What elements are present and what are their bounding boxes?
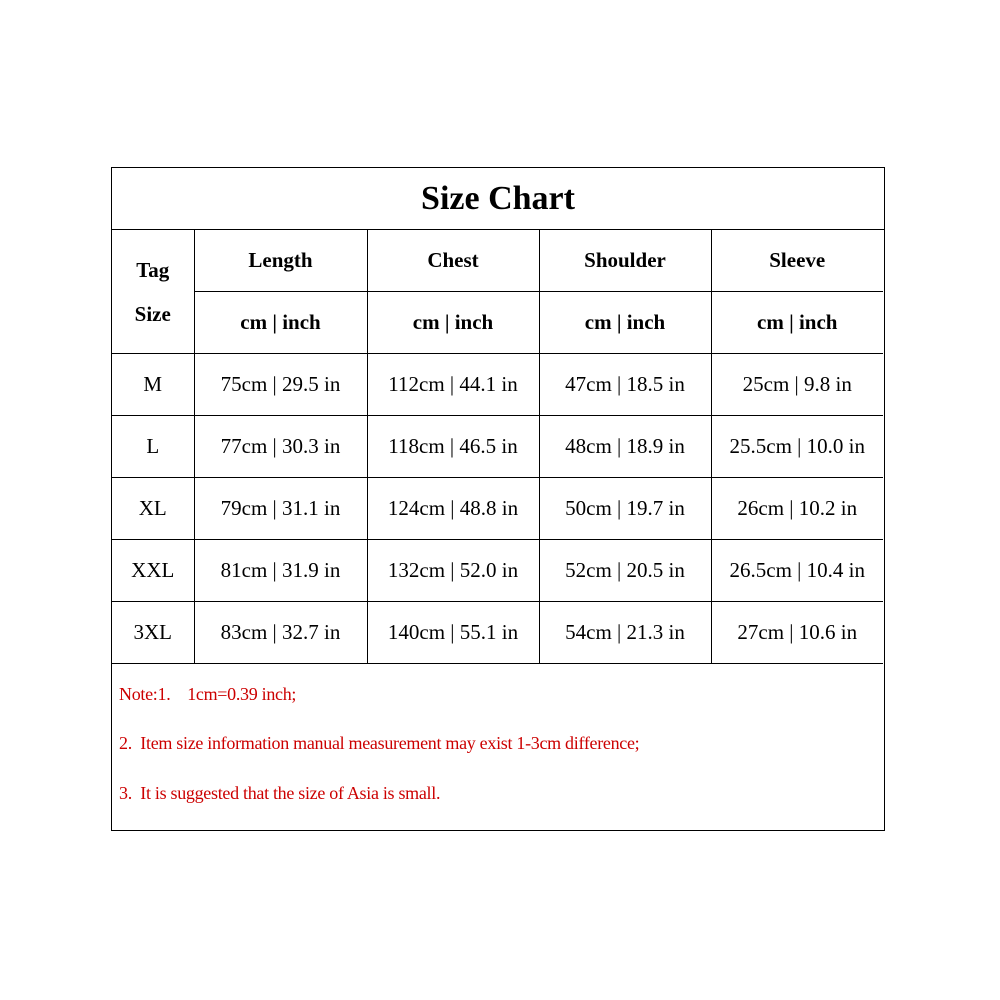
shoulder-cell: 54cm | 21.3 in [539, 602, 711, 664]
note-3: 3. It is suggested that the size of Asia is small. [119, 783, 441, 803]
size-table [112, 230, 883, 664]
sleeve-cell: 27cm | 10.6 in [711, 602, 883, 664]
unit-header-length: cm | inch [194, 292, 367, 354]
size-cell: XL [112, 478, 194, 540]
table-row [112, 478, 883, 540]
size-chart [111, 167, 885, 831]
chest-cell: 140cm | 55.1 in [367, 602, 539, 664]
column-header-sleeve: Sleeve [711, 230, 883, 292]
table-row [112, 540, 883, 602]
table-row [112, 602, 883, 664]
sleeve-cell: 25cm | 9.8 in [711, 354, 883, 416]
size-cell: 3XL [112, 602, 194, 664]
shoulder-cell: 52cm | 20.5 in [539, 540, 711, 602]
chart-title: Size Chart [112, 168, 884, 230]
note-1: Note:1. 1cm=0.39 inch; [119, 684, 297, 704]
column-header-chest: Chest [367, 230, 539, 292]
shoulder-cell: 48cm | 18.9 in [539, 416, 711, 478]
shoulder-cell: 47cm | 18.5 in [539, 354, 711, 416]
length-cell: 83cm | 32.7 in [194, 602, 367, 664]
size-cell: XXL [112, 540, 194, 602]
note-2: 2. Item size information manual measurement may exist 1-3cm difference; [119, 733, 640, 753]
chest-cell: 124cm | 48.8 in [367, 478, 539, 540]
header-row [112, 230, 883, 292]
tag-size-header [112, 230, 194, 354]
length-cell: 79cm | 31.1 in [194, 478, 367, 540]
chest-cell: 132cm | 52.0 in [367, 540, 539, 602]
chest-cell: 118cm | 46.5 in [367, 416, 539, 478]
column-header-shoulder: Shoulder [539, 230, 711, 292]
table-row [112, 354, 883, 416]
shoulder-cell: 50cm | 19.7 in [539, 478, 711, 540]
sleeve-cell: 26cm | 10.2 in [711, 478, 883, 540]
chest-cell: 112cm | 44.1 in [367, 354, 539, 416]
tag-label: Tag [136, 257, 170, 282]
column-header-length: Length [194, 230, 367, 292]
unit-header-sleeve: cm | inch [711, 292, 883, 354]
size-cell: L [112, 416, 194, 478]
notes-section [112, 660, 884, 830]
sleeve-cell: 26.5cm | 10.4 in [711, 540, 883, 602]
sleeve-cell: 25.5cm | 10.0 in [711, 416, 883, 478]
units-row [112, 292, 883, 354]
length-cell: 75cm | 29.5 in [194, 354, 367, 416]
size-cell: M [112, 354, 194, 416]
unit-header-shoulder: cm | inch [539, 292, 711, 354]
table-row [112, 416, 883, 478]
size-label: Size [134, 301, 171, 326]
length-cell: 77cm | 30.3 in [194, 416, 367, 478]
unit-header-chest: cm | inch [367, 292, 539, 354]
length-cell: 81cm | 31.9 in [194, 540, 367, 602]
